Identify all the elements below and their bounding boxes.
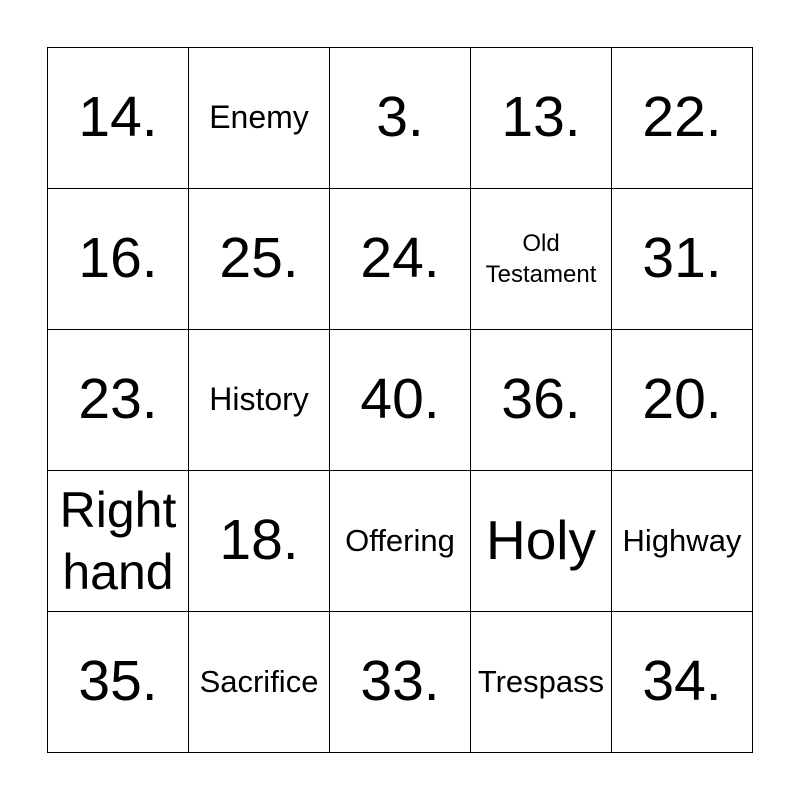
bingo-cell[interactable]: Right hand <box>48 471 189 612</box>
bingo-cell[interactable]: Highway <box>612 471 753 612</box>
bingo-cell[interactable]: 33. <box>330 612 471 753</box>
bingo-cell[interactable]: 3. <box>330 48 471 189</box>
bingo-board <box>47 47 753 753</box>
bingo-cell[interactable]: 13. <box>471 48 612 189</box>
bingo-cell[interactable]: 25. <box>189 189 330 330</box>
bingo-cell[interactable]: 35. <box>48 612 189 753</box>
bingo-cell[interactable]: 18. <box>189 471 330 612</box>
bingo-cell[interactable]: 34. <box>612 612 753 753</box>
bingo-cell[interactable]: 20. <box>612 330 753 471</box>
bingo-cell[interactable]: Holy <box>471 471 612 612</box>
bingo-cell[interactable]: 23. <box>48 330 189 471</box>
bingo-cell[interactable]: 36. <box>471 330 612 471</box>
bingo-cell[interactable]: 16. <box>48 189 189 330</box>
bingo-cell[interactable]: Sacrifice <box>189 612 330 753</box>
bingo-cell[interactable]: 24. <box>330 189 471 330</box>
bingo-cell[interactable]: History <box>189 330 330 471</box>
bingo-cell[interactable]: 31. <box>612 189 753 330</box>
bingo-cell[interactable]: 40. <box>330 330 471 471</box>
bingo-cell[interactable]: 14. <box>48 48 189 189</box>
bingo-cell[interactable]: 22. <box>612 48 753 189</box>
bingo-cell[interactable]: Trespass <box>471 612 612 753</box>
bingo-cell[interactable]: Offering <box>330 471 471 612</box>
bingo-cell[interactable]: Old Testament <box>471 189 612 330</box>
bingo-cell[interactable]: Enemy <box>189 48 330 189</box>
